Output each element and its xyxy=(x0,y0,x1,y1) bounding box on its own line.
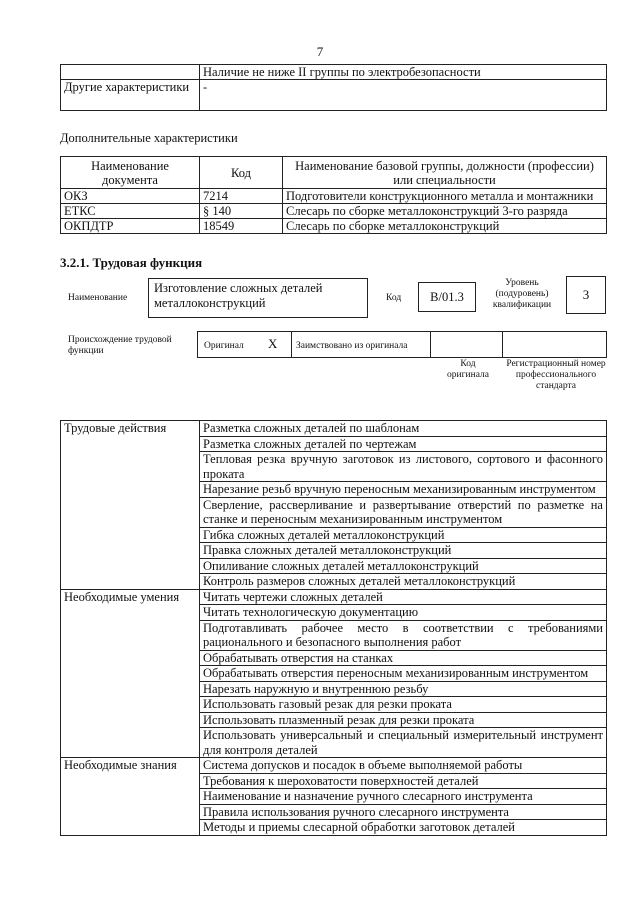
list-item: Разметка сложных деталей по шаблонам xyxy=(200,421,607,437)
list-item: Использовать универсальный и специальный измерительный инструмент для контроля деталей xyxy=(200,728,607,758)
original-code-label: Код оригинала xyxy=(447,359,489,380)
list-item: Гибка сложных деталей металлоконструкций xyxy=(200,527,607,543)
table-row: ЕТКС § 140 Слесарь по сборке металлоконструкций 3-го разряда xyxy=(61,204,607,219)
other-characteristics-label: Другие характеристики xyxy=(61,80,200,111)
list-item: Правка сложных деталей металлоконструкций xyxy=(200,543,607,559)
category-label: Трудовые действия xyxy=(61,421,200,590)
list-item: Тепловая резка вручную заготовок из листового, сортового и фасонного проката xyxy=(200,452,607,482)
level-value: 3 xyxy=(566,276,606,314)
table-row: ОКЗ 7214 Подготовители конструкционного металла и монтажники xyxy=(61,189,607,204)
list-item: Использовать газовый резак для резки проката xyxy=(200,697,607,713)
list-item: Требования к шероховатости поверхностей деталей xyxy=(200,773,607,789)
page-number: 7 xyxy=(316,44,324,59)
list-item: Нарезание резьб вручную переносным механизированным инструментом xyxy=(200,482,607,498)
function-name-value: Изготовление сложных деталей металлоконструкций xyxy=(148,278,368,318)
list-item: Обрабатывать отверстия на станках xyxy=(200,650,607,666)
list-item: Методы и приемы слесарной обработки заготовок деталей xyxy=(200,820,607,836)
name-label: Наименование xyxy=(68,293,128,303)
function-code-value: В/01.3 xyxy=(418,282,476,312)
list-item: Наименование и назначение ручного слесарного инструмента xyxy=(200,789,607,805)
origin-label: Происхождение трудовой функции xyxy=(68,335,172,356)
borrowed-label: Заимствовано из оригинала xyxy=(296,341,408,351)
other-characteristics-value: - xyxy=(200,80,607,111)
list-item: Система допусков и посадок в объеме выполняемой работы xyxy=(200,758,607,774)
list-item: Читать чертежи сложных деталей xyxy=(200,589,607,605)
level-label: Уровень (подуровень) квалификации xyxy=(492,278,552,310)
list-item: Правила использования ручного слесарного инструмента xyxy=(200,804,607,820)
original-label: Оригинал xyxy=(204,341,244,351)
header-document: Наименование документа xyxy=(61,157,200,189)
category-label: Необходимые умения xyxy=(61,589,200,758)
list-item: Читать технологическую документацию xyxy=(200,605,607,621)
list-item: Разметка сложных деталей по чертежам xyxy=(200,436,607,452)
top-characteristics-table xyxy=(60,64,607,111)
list-item: Нарезать наружную и внутреннюю резьбу xyxy=(200,681,607,697)
list-item: Использовать плазменный резак для резки проката xyxy=(200,712,607,728)
classifier-table xyxy=(60,156,607,234)
category-label: Необходимые знания xyxy=(61,758,200,836)
header-code: Код xyxy=(200,157,283,189)
list-item: Подготавливать рабочее место в соответствии с требованиями рационального и безопасного выполнения работ xyxy=(200,620,607,650)
list-item: Контроль размеров сложных деталей металлоконструкций xyxy=(200,574,607,590)
registration-number-label: Регистрационный номер профессионального стандарта xyxy=(506,359,606,391)
code-label: Код xyxy=(386,293,402,303)
header-group-name: Наименование базовой группы, должности (профессии) или специальности xyxy=(283,157,607,189)
list-item: Сверление, рассверливание и развертывание отверстий по разметке на станке и переносным механизированным инструментом xyxy=(200,497,607,527)
list-item: Опиливание сложных деталей металлоконструкций xyxy=(200,558,607,574)
additional-characteristics-title: Дополнительные характеристики xyxy=(60,131,238,145)
function-details-table xyxy=(60,420,607,836)
section-heading: 3.2.1. Трудовая функция xyxy=(60,255,203,270)
electrical-safety-requirement: Наличие не ниже II группы по электробезопасности xyxy=(200,65,607,80)
table-row: ОКПДТР 18549 Слесарь по сборке металлоконструкций xyxy=(61,219,607,234)
original-mark: X xyxy=(268,336,278,351)
list-item: Обрабатывать отверстия переносным механизированным инструментом xyxy=(200,666,607,682)
